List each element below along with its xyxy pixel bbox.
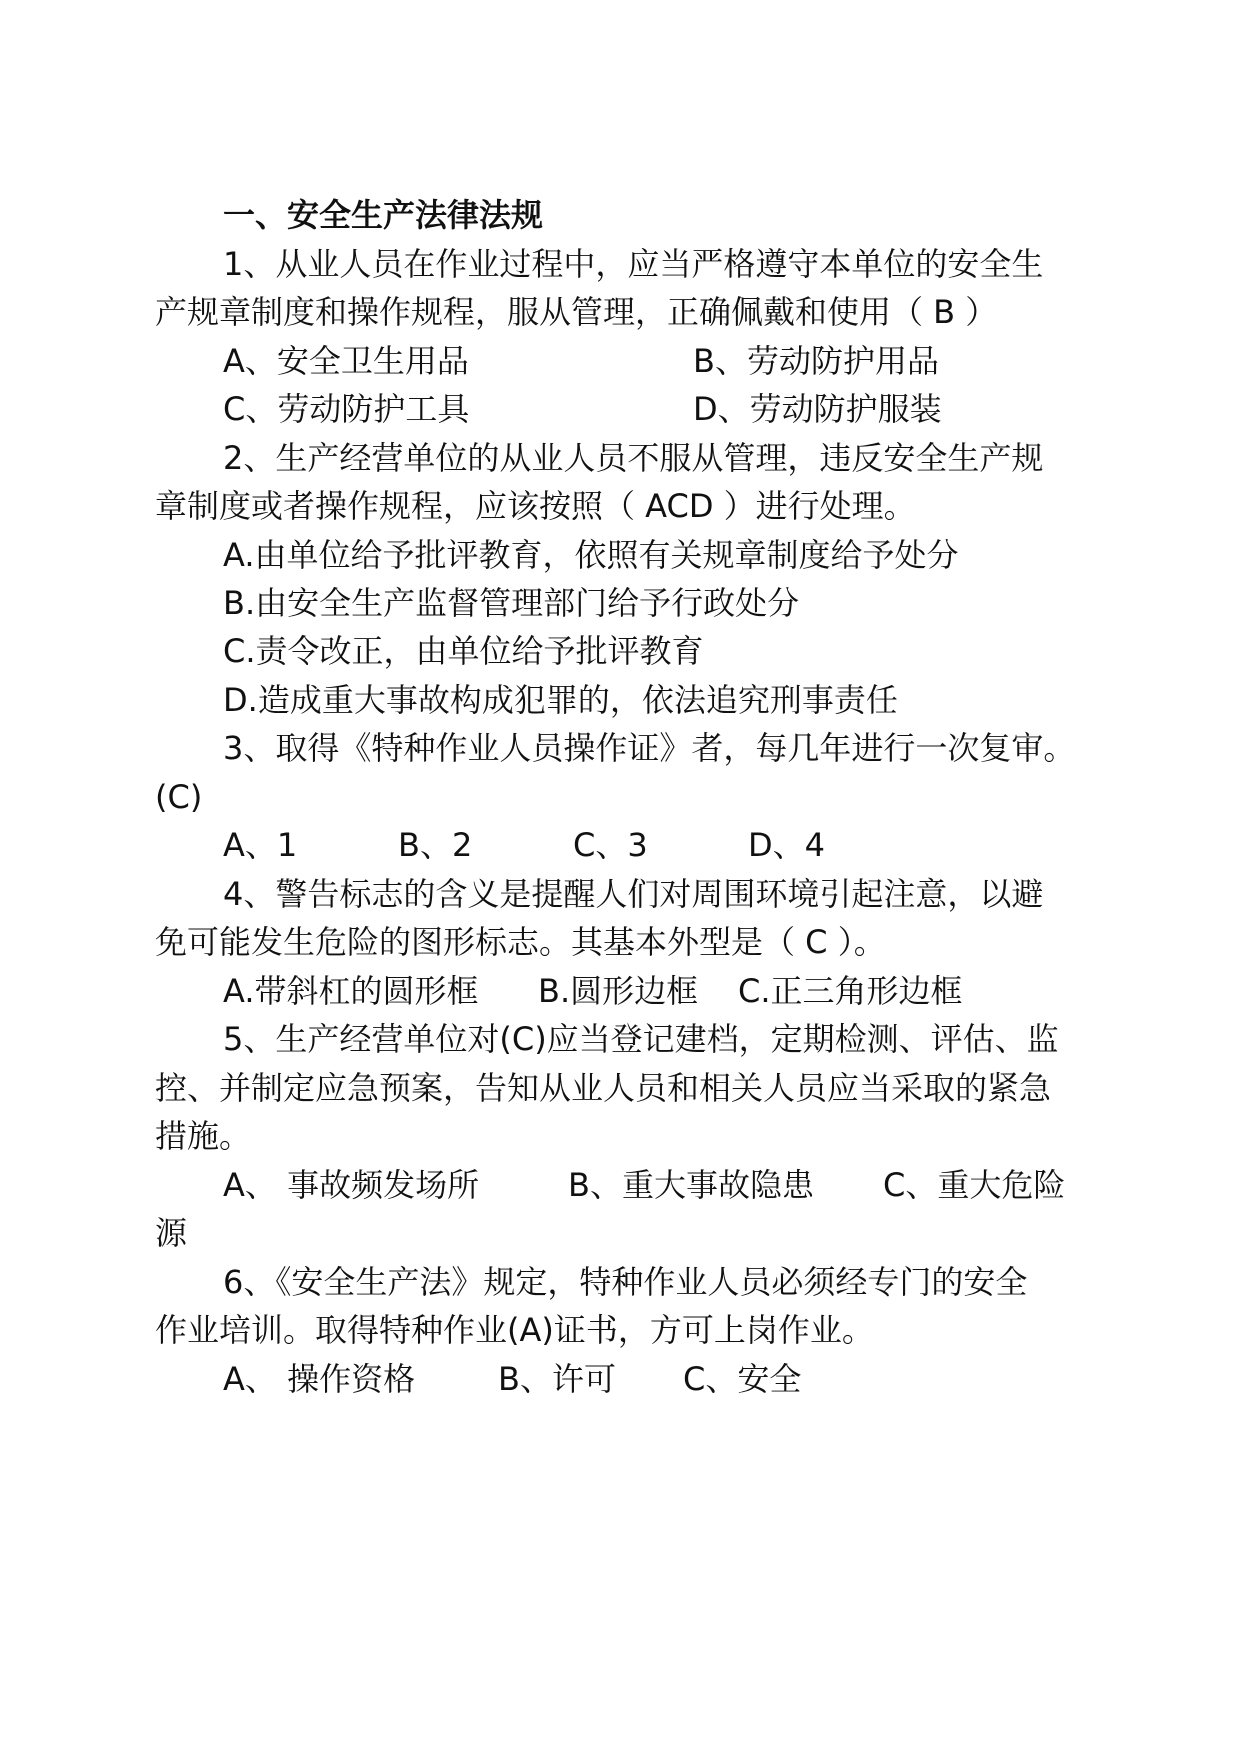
question-3-option-b: B、2 xyxy=(398,826,473,864)
question-3-options xyxy=(223,825,1023,865)
question-6-option-c: C、安全 xyxy=(683,1360,802,1398)
question-1-line-2: 产规章制度和操作规程，服从管理，正确佩戴和使用（ B ） xyxy=(155,293,998,331)
question-2-option-d: D.造成重大事故构成犯罪的，依法追究刑事责任 xyxy=(223,681,898,719)
question-4-options xyxy=(223,971,1023,1011)
question-5-line-2: 控、并制定应急预案，告知从业人员和相关人员应当采取的紧急 xyxy=(155,1069,1052,1107)
question-4-option-c: C.正三角形边框 xyxy=(738,972,963,1010)
question-6-line-1: 6、《安全生产法》规定，特种作业人员必须经专门的安全 xyxy=(223,1263,1028,1301)
question-4-option-b: B.圆形边框 xyxy=(538,972,699,1010)
question-2-line-2: 章制度或者操作规程，应该按照（ ACD ）进行处理。 xyxy=(155,487,916,525)
question-3-answer: (C) xyxy=(155,778,203,816)
question-1-line-1: 1、从业人员在作业过程中，应当严格遵守本单位的安全生 xyxy=(223,245,1044,283)
question-4-line-1: 4、警告标志的含义是提醒人们对周围环境引起注意，以避 xyxy=(223,875,1044,913)
question-1-options-row-1 xyxy=(223,341,1023,381)
question-2-line-1: 2、生产经营单位的从业人员不服从管理，违反安全生产规 xyxy=(223,439,1044,477)
question-6-line-2: 作业培训。取得特种作业(A)证书，方可上岗作业。 xyxy=(155,1311,874,1349)
question-5-option-c-wrap: 源 xyxy=(155,1214,188,1252)
question-4-line-2: 免可能发生危险的图形标志。其基本外型是（ C ）。 xyxy=(155,923,886,961)
question-5-option-a: A、 事故频发场所 xyxy=(223,1166,480,1204)
question-5-line-1: 5、生产经营单位对(C)应当登记建档，定期检测、评估、监 xyxy=(223,1020,1059,1058)
question-6-option-a: A、 操作资格 xyxy=(223,1360,416,1398)
question-5-options xyxy=(223,1165,1066,1205)
question-3-line-1: 3、取得《特种作业人员操作证》者，每几年进行一次复审。 xyxy=(223,729,1076,767)
question-5-option-b: B、重大事故隐患 xyxy=(568,1166,814,1204)
question-1-options-row-2 xyxy=(223,389,1023,429)
question-3-option-d: D、4 xyxy=(748,826,826,864)
section-title: 一、安全生产法律法规 xyxy=(223,196,544,234)
question-6-option-b: B、许可 xyxy=(498,1360,616,1398)
question-4-option-a: A.带斜杠的圆形框 xyxy=(223,972,479,1010)
question-5-line-3: 措施。 xyxy=(155,1117,252,1155)
question-2-option-a: A.由单位给予批评教育，依照有关规章制度给予处分 xyxy=(223,536,959,574)
question-3-option-a: A、1 xyxy=(223,826,298,864)
question-2-option-b: B.由安全生产监督管理部门给予行政处分 xyxy=(223,584,800,622)
question-1-option-a: A、安全卫生用品 xyxy=(223,342,469,380)
question-1-option-b: B、劳动防护用品 xyxy=(693,342,939,380)
question-1-option-c: C、劳动防护工具 xyxy=(223,390,470,428)
question-1-option-d: D、劳动防护服装 xyxy=(693,390,942,428)
question-3-option-c: C、3 xyxy=(573,826,648,864)
question-6-options xyxy=(223,1359,1023,1399)
question-2-option-c: C.责令改正，由单位给予批评教育 xyxy=(223,632,704,670)
question-5-option-c: C、重大危险 xyxy=(883,1166,1066,1204)
